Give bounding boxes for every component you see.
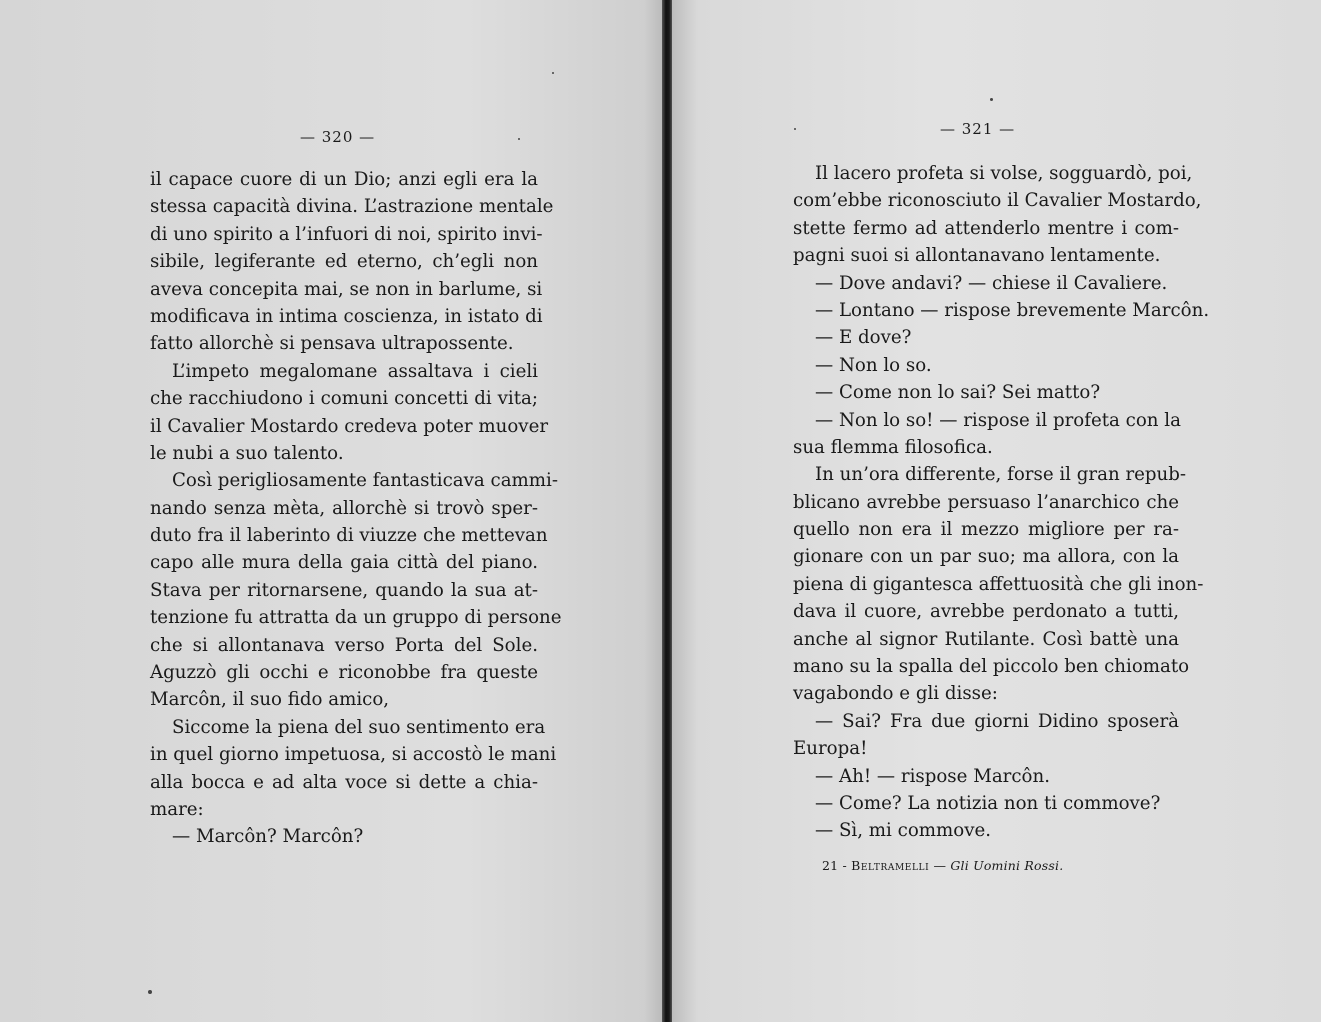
text-line: — Come? La notizia non ti commove? — [815, 792, 1161, 814]
text-line: gionare con un par suo; ma allora, con la — [793, 546, 1179, 568]
text-line: piena di gigantesca affettuosità che gli inon- — [793, 573, 1204, 595]
text-line: stessa capacità divina. L’astrazione mentale — [150, 196, 554, 218]
text-line: Stava per ritornarsene, quando la sua at- — [150, 579, 538, 601]
text-line: duto fra il laberinto di viuzze che mettevan — [150, 525, 548, 547]
signature-footer — [822, 858, 1063, 873]
text-line: Europa! — [793, 738, 868, 760]
footer-author: Beltramelli — [851, 858, 930, 873]
left-page-text — [150, 166, 562, 851]
text-line: — Lontano — rispose brevemente Marcôn. — [815, 299, 1210, 321]
text-line: com’ebbe riconosciuto il Cavalier Mostardo, — [793, 190, 1202, 212]
text-line: — Non lo so! — rispose il profeta con la — [815, 409, 1181, 431]
text-line: che si allontanava verso Porta del Sole. — [150, 634, 538, 656]
text-line: stette fermo ad attenderlo mentre i com- — [793, 217, 1179, 239]
text-line: mano su la spalla del piccolo ben chiomato — [793, 656, 1190, 678]
text-line: vagabondo e gli disse: — [793, 683, 998, 705]
text-line: sibile, legiferante ed eterno, ch’egli non — [150, 251, 538, 273]
text-line: anche al signor Rutilante. Così battè una — [793, 628, 1179, 650]
text-line: — E dove? — [815, 327, 912, 349]
text-line: mare: — [150, 798, 204, 820]
text-line: alla bocca e ad alta voce si dette a chia- — [150, 771, 538, 793]
footer-separator: — — [933, 858, 947, 873]
text-line: In un’ora differente, forse il gran repub- — [815, 464, 1187, 486]
text-line: tenzione fu attratta da un gruppo di persone — [150, 607, 562, 629]
text-line: nando senza mèta, allorchè si trovò sper- — [150, 497, 538, 519]
text-line: Così perigliosamente fantasticava cammi- — [172, 470, 559, 492]
text-line: — Dove andavi? — chiese il Cavaliere. — [815, 272, 1168, 294]
right-page — [672, 0, 1321, 1022]
text-line: — Sì, mi commove. — [815, 820, 992, 842]
text-line: sua flemma filosofica. — [793, 436, 993, 458]
text-line: blicano avrebbe persuaso l’anarchico che — [793, 491, 1179, 513]
text-line: fatto allorchè si pensava ultrapossente. — [150, 333, 514, 355]
text-line: — Ah! — rispose Marcôn. — [815, 765, 1050, 787]
text-line: — Sai? Fra due giorni Didino sposerà — [815, 710, 1179, 732]
text-line: Il lacero profeta si volse, sogguardò, poi, — [815, 163, 1193, 184]
page-number: — 321 — — [940, 120, 1016, 138]
text-line: capo alle mura della gaia città del piano. — [150, 552, 538, 574]
text-line: Siccome la piena del suo sentimento era — [172, 716, 546, 738]
text-line: Marcôn, il suo fido amico, — [150, 689, 390, 711]
text-line: il Cavalier Mostardo credeva poter muover — [150, 415, 549, 437]
text-line: di uno spirito a l’infuori di noi, spirito invi- — [150, 223, 543, 245]
text-line: Aguzzò gli occhi e riconobbe fra queste — [150, 662, 538, 684]
footer-title: Gli Uomini Rossi. — [950, 858, 1064, 873]
text-line: dava il cuore, avrebbe perdonato a tutti, — [793, 601, 1179, 623]
text-line: il capace cuore di un Dio; anzi egli era la — [150, 169, 538, 190]
text-line: L’impeto megalomane assaltava i cieli — [172, 360, 538, 382]
text-line: pagni suoi si allontanavano lentamente. — [793, 245, 1161, 267]
text-line: modificava in intima coscienza, in istato di — [150, 305, 543, 327]
text-line: — Marcôn? Marcôn? — [172, 826, 364, 848]
text-line: che racchiudono i comuni concetti di vita; — [150, 388, 538, 410]
text-line: — Come non lo sai? Sei matto? — [815, 382, 1101, 404]
text-line: quello non era il mezzo migliore per ra- — [793, 519, 1179, 541]
text-line: in quel giorno impetuosa, si accostò le mani — [150, 744, 557, 766]
text-line: aveva concepita mai, se non in barlume, si — [150, 278, 543, 300]
page-number: — 320 — — [300, 128, 376, 146]
text-line: le nubi a suo talento. — [150, 442, 344, 464]
right-page-text — [793, 160, 1210, 845]
signature-number: 21 - — [822, 858, 847, 873]
text-line: — Non lo so. — [815, 354, 932, 376]
